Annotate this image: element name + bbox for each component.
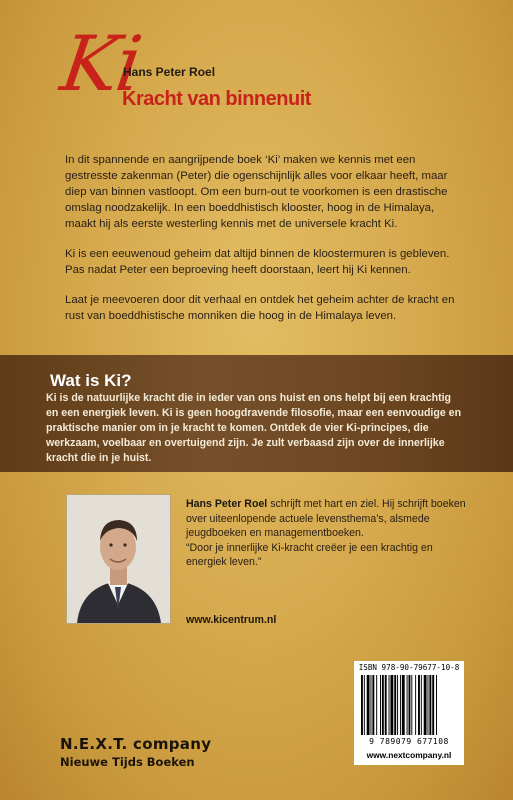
blurb-paragraph-3: Laat je meevoeren door dit verhaal en ontdek het geheim achter de kracht en rust van boeddhistische monniken die hoog in de Himalaya leven. — [65, 294, 455, 322]
wat-is-ki-panel — [0, 355, 513, 472]
barcode-digits: 9 789079 677108 — [369, 737, 449, 746]
barcode-bar — [367, 675, 370, 735]
barcode-bar — [389, 675, 390, 735]
barcode-bar — [428, 675, 429, 735]
book-subtitle: Kracht van binnenuit — [122, 88, 311, 110]
author-portrait-illustration — [67, 495, 170, 623]
author-photo — [66, 494, 171, 624]
barcode-bar — [361, 675, 363, 735]
barcode-bar — [409, 675, 411, 735]
barcode-bar — [400, 675, 401, 735]
barcode-bar — [411, 675, 412, 735]
blurb-paragraph-2: Ki is een eeuwenoud geheim dat altijd binnen de kloostermuren is gebleven. Pas nadat Peter een beproeving heeft doorstaan, leert hij Ki kennen. — [65, 248, 450, 276]
barcode-bar — [380, 675, 381, 735]
wat-is-ki-heading: Wat is Ki? — [50, 371, 132, 390]
publisher-name: N.E.X.T. company — [60, 735, 212, 753]
author-name: Hans Peter Roel — [123, 65, 216, 79]
ki-logo: Ki — [55, 19, 146, 108]
barcode-bar — [364, 675, 365, 735]
barcode-icon — [360, 675, 458, 735]
bio-text: schrijft met hart en ziel. Hij schrijft boeken over uiteenlopende actuele levensthema’s, alsmede jeugdboeken en managementboeken. — [186, 498, 466, 539]
barcode-block — [354, 661, 464, 765]
publisher-logo — [60, 735, 211, 769]
barcode-bar — [429, 675, 431, 735]
barcode-bar — [382, 675, 384, 735]
barcode-bar — [397, 675, 398, 735]
barcode-bar — [371, 675, 372, 735]
barcode-bar — [424, 675, 427, 735]
isbn-label: ISBN 978-90-79677-10-8 — [358, 663, 460, 672]
barcode-bar — [421, 675, 422, 735]
publisher-website-link[interactable]: www.nextcompany.nl — [366, 750, 452, 760]
author-bio — [186, 497, 466, 570]
wat-is-ki-text: Ki is de natuurlijke kracht die in ieder van ons huist en ons helpt bij een krachtig en een energiek leven. Ki is geen hoogdravende filosofie, maar een eenvoudige en praktische manier om in je kracht te komen. Ontdek de vier Ki-principes, die werkzaam, voelbaar en overtuigend zijn. Je zult verbaasd zijn over de innerlijke kracht die in je huist. — [46, 392, 462, 464]
bio-quote: “Door je innerlijke Ki-kracht creëer je een krachtig en energiek leven.” — [186, 541, 433, 568]
barcode-bar — [415, 675, 416, 735]
blurb-paragraph-1: In dit spannende en aangrijpende boek ‘Ki’ maken we kennis met een gestresste zakenman (Peter) die ogenschijnlijk alles voor elkaar heeft, maar diep van binnen vastloopt. Om een burn-out te voorkomen is een drastische omslag noodzakelijk. In een boeddhistisch klooster, hoog in de Himalaya, maakt hij als eerste westerling kennis met de universele kracht Ki. — [65, 154, 448, 230]
bio-author-name: Hans Peter Roel — [186, 498, 268, 510]
barcode-bar — [385, 675, 387, 735]
barcode-bar — [402, 675, 405, 735]
barcode-bar — [394, 675, 396, 735]
barcode-bar — [372, 675, 374, 735]
barcode-bar — [432, 675, 434, 735]
barcode-bar — [436, 675, 437, 735]
barcode-bar — [376, 675, 377, 735]
barcode-bar — [407, 675, 408, 735]
barcode-bar — [418, 675, 420, 735]
author-website-link[interactable]: www.kicentrum.nl — [186, 614, 277, 626]
publisher-tagline: Nieuwe Tijds Boeken — [60, 755, 195, 769]
barcode-bar — [390, 675, 393, 735]
